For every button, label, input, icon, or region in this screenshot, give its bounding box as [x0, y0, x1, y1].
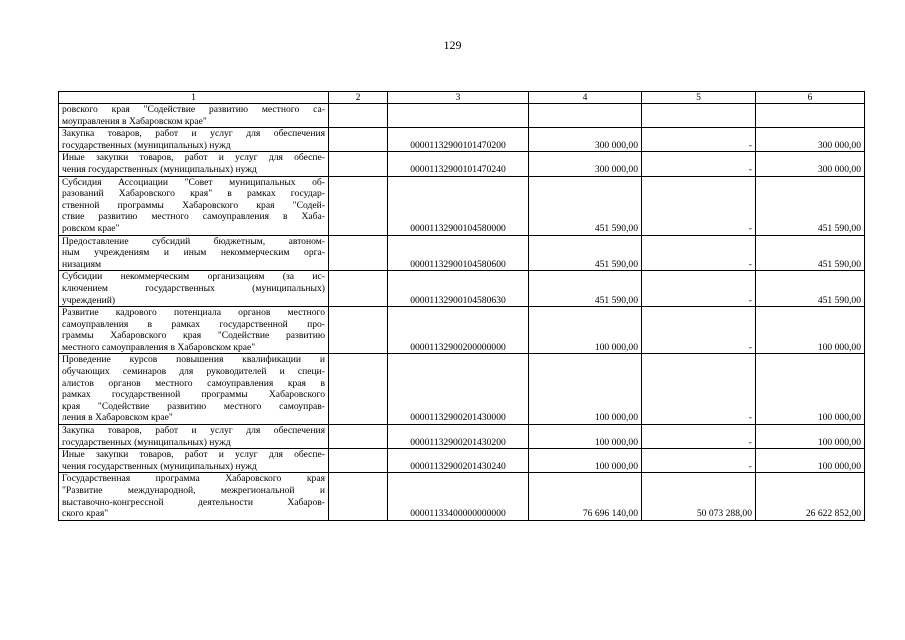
row-col5-cell: [642, 104, 756, 128]
row-code-cell: 00001132900201430240: [388, 449, 529, 473]
row-col5-cell: -: [642, 235, 756, 271]
page-number: 129: [443, 38, 462, 52]
row-name-line: выставочно-конгрессной деятельности Хабаров-: [62, 496, 325, 508]
row-name-cell: [59, 235, 329, 271]
table-row: [59, 235, 865, 271]
row-col5-cell: -: [642, 307, 756, 354]
table-row: [59, 176, 865, 235]
row-col5-cell: -: [642, 449, 756, 473]
row-col4-cell: 451 590,00: [529, 271, 642, 307]
row-name-line: края "Содействие развитию местного самоуправ-: [62, 400, 325, 412]
row-col4-cell: 100 000,00: [529, 307, 642, 354]
row-name-line: ственной программы Хабаровского края "Содей-: [62, 199, 325, 211]
table-row: [59, 152, 865, 176]
row-col2-cell: [329, 176, 388, 235]
row-name-line: Субсидии некоммерческим организациям (за ис-: [62, 271, 325, 283]
column-header-5: 5: [642, 92, 756, 104]
row-col6-cell: 300 000,00: [756, 152, 865, 176]
row-name-line: граммы Хабаровского края "Содействие развитию: [62, 330, 325, 342]
row-col6-cell: 300 000,00: [756, 128, 865, 152]
row-col6-cell: 100 000,00: [756, 425, 865, 449]
row-col4-cell: 76 696 140,00: [529, 473, 642, 520]
table-row: [59, 425, 865, 449]
row-name-line: учреждений): [62, 294, 116, 306]
row-name-cell: [59, 176, 329, 235]
row-name-line: Развитие кадрового потенциала органов местного: [62, 307, 325, 319]
row-name-cell: [59, 128, 329, 152]
row-col5-cell: -: [642, 271, 756, 307]
row-col2-cell: [329, 235, 388, 271]
row-name-line: алистов органов местного самоуправления края в: [62, 377, 325, 389]
row-code-cell: 00001133400000000000: [388, 473, 529, 520]
row-name-line: Проведение курсов повышения квалификации и: [62, 354, 325, 366]
row-name-line: ным учреждениям и иным некоммерческим орга-: [62, 247, 325, 259]
table-header-row: [59, 92, 865, 104]
row-col4-cell: [529, 104, 642, 128]
row-name-line: чения государственных (муниципальных) нужд: [62, 460, 257, 472]
row-code-cell: 00001132900104580630: [388, 271, 529, 307]
row-col6-cell: 451 590,00: [756, 235, 865, 271]
row-name-line: местного самоуправления в Хабаровском крае": [62, 341, 256, 353]
table-row: [59, 473, 865, 520]
row-name-line: низациям: [62, 258, 102, 270]
row-name-line: обучающих семинаров для руководителей и специ-: [62, 366, 325, 378]
row-col2-cell: [329, 104, 388, 128]
row-name-line: ровского края "Содействие развитию местного са-: [62, 104, 325, 115]
row-name-cell: [59, 307, 329, 354]
row-name-line: государственных (муниципальных) нужд: [62, 436, 231, 448]
row-col4-cell: 100 000,00: [529, 425, 642, 449]
row-code-cell: 00001132900101470200: [388, 128, 529, 152]
row-name-cell: [59, 473, 329, 520]
row-col2-cell: [329, 128, 388, 152]
row-col5-cell: -: [642, 354, 756, 425]
table-row: [59, 307, 865, 354]
row-name-line: Закупка товаров, работ и услуг для обеспечения: [62, 425, 325, 437]
row-col6-cell: [756, 104, 865, 128]
table-row: [59, 271, 865, 307]
row-col6-cell: 100 000,00: [756, 449, 865, 473]
row-code-cell: 00001132900201430200: [388, 425, 529, 449]
column-header-1: 1: [59, 92, 329, 104]
row-col5-cell: -: [642, 176, 756, 235]
row-name-line: ствие развитию местного самоуправления в Хаба-: [62, 211, 325, 223]
row-name-line: самоуправления в рамках государственной про-: [62, 318, 325, 330]
row-col2-cell: [329, 449, 388, 473]
column-header-2: 2: [329, 92, 388, 104]
row-col2-cell: [329, 271, 388, 307]
row-code-cell: 00001132900101470240: [388, 152, 529, 176]
row-name-line: разований Хабаровского края" в рамках государ-: [62, 188, 325, 200]
row-name-line: Государственная программа Хабаровского края: [62, 473, 325, 485]
row-col5-cell: -: [642, 128, 756, 152]
row-code-cell: 00001132900104580000: [388, 176, 529, 235]
row-name-line: Иные закупки товаров, работ и услуг для обеспе-: [62, 449, 325, 461]
row-col5-cell: 50 073 288,00: [642, 473, 756, 520]
row-col4-cell: 100 000,00: [529, 449, 642, 473]
row-col6-cell: 26 622 852,00: [756, 473, 865, 520]
row-name-cell: [59, 425, 329, 449]
row-name-line: ключением государственных (муниципальных): [62, 282, 325, 294]
row-code-cell: 00001132900104580600: [388, 235, 529, 271]
row-name-cell: [59, 354, 329, 425]
row-name-cell: [59, 152, 329, 176]
row-name-cell: [59, 449, 329, 473]
row-code-cell: [388, 104, 529, 128]
row-col2-cell: [329, 354, 388, 425]
row-code-cell: 00001132900201430000: [388, 354, 529, 425]
row-code-cell: 00001132900200000000: [388, 307, 529, 354]
row-col2-cell: [329, 425, 388, 449]
row-col4-cell: 451 590,00: [529, 235, 642, 271]
row-col2-cell: [329, 473, 388, 520]
table-body: [59, 104, 865, 521]
row-name-line: моуправления в Хабаровском крае": [62, 115, 207, 127]
row-col6-cell: 100 000,00: [756, 307, 865, 354]
column-header-4: 4: [529, 92, 642, 104]
row-name-cell: [59, 104, 329, 128]
row-name-line: ского края": [62, 508, 109, 520]
row-name-line: Субсидия Ассоциации "Совет муниципальных об-: [62, 176, 325, 188]
row-col2-cell: [329, 307, 388, 354]
row-name-line: ровском крае": [62, 222, 120, 234]
row-col5-cell: -: [642, 425, 756, 449]
row-name-line: ления в Хабаровском крае": [62, 412, 173, 424]
row-col6-cell: 451 590,00: [756, 176, 865, 235]
table-row: [59, 354, 865, 425]
row-col4-cell: 300 000,00: [529, 152, 642, 176]
table-row: [59, 128, 865, 152]
row-name-line: рамках государственной программы Хабаровского: [62, 389, 325, 401]
row-col4-cell: 300 000,00: [529, 128, 642, 152]
row-col5-cell: -: [642, 152, 756, 176]
column-header-3: 3: [388, 92, 529, 104]
column-header-6: 6: [756, 92, 865, 104]
row-col4-cell: 451 590,00: [529, 176, 642, 235]
row-name-line: государственных (муниципальных) нужд: [62, 139, 231, 151]
row-name-line: Закупка товаров, работ и услуг для обеспечения: [62, 128, 325, 140]
row-col6-cell: 451 590,00: [756, 271, 865, 307]
row-name-line: Предоставление субсидий бюджетным, автоном-: [62, 235, 325, 247]
row-col4-cell: 100 000,00: [529, 354, 642, 425]
row-name-cell: [59, 271, 329, 307]
table-row: [59, 449, 865, 473]
row-name-line: Иные закупки товаров, работ и услуг для обеспе-: [62, 152, 325, 164]
row-col2-cell: [329, 152, 388, 176]
table-row: [59, 104, 865, 128]
row-name-line: "Развитие международной, межрегиональной и: [62, 485, 325, 496]
row-name-line: чения государственных (муниципальных) нужд: [62, 163, 257, 175]
row-col6-cell: 100 000,00: [756, 354, 865, 425]
budget-table: [58, 91, 865, 521]
